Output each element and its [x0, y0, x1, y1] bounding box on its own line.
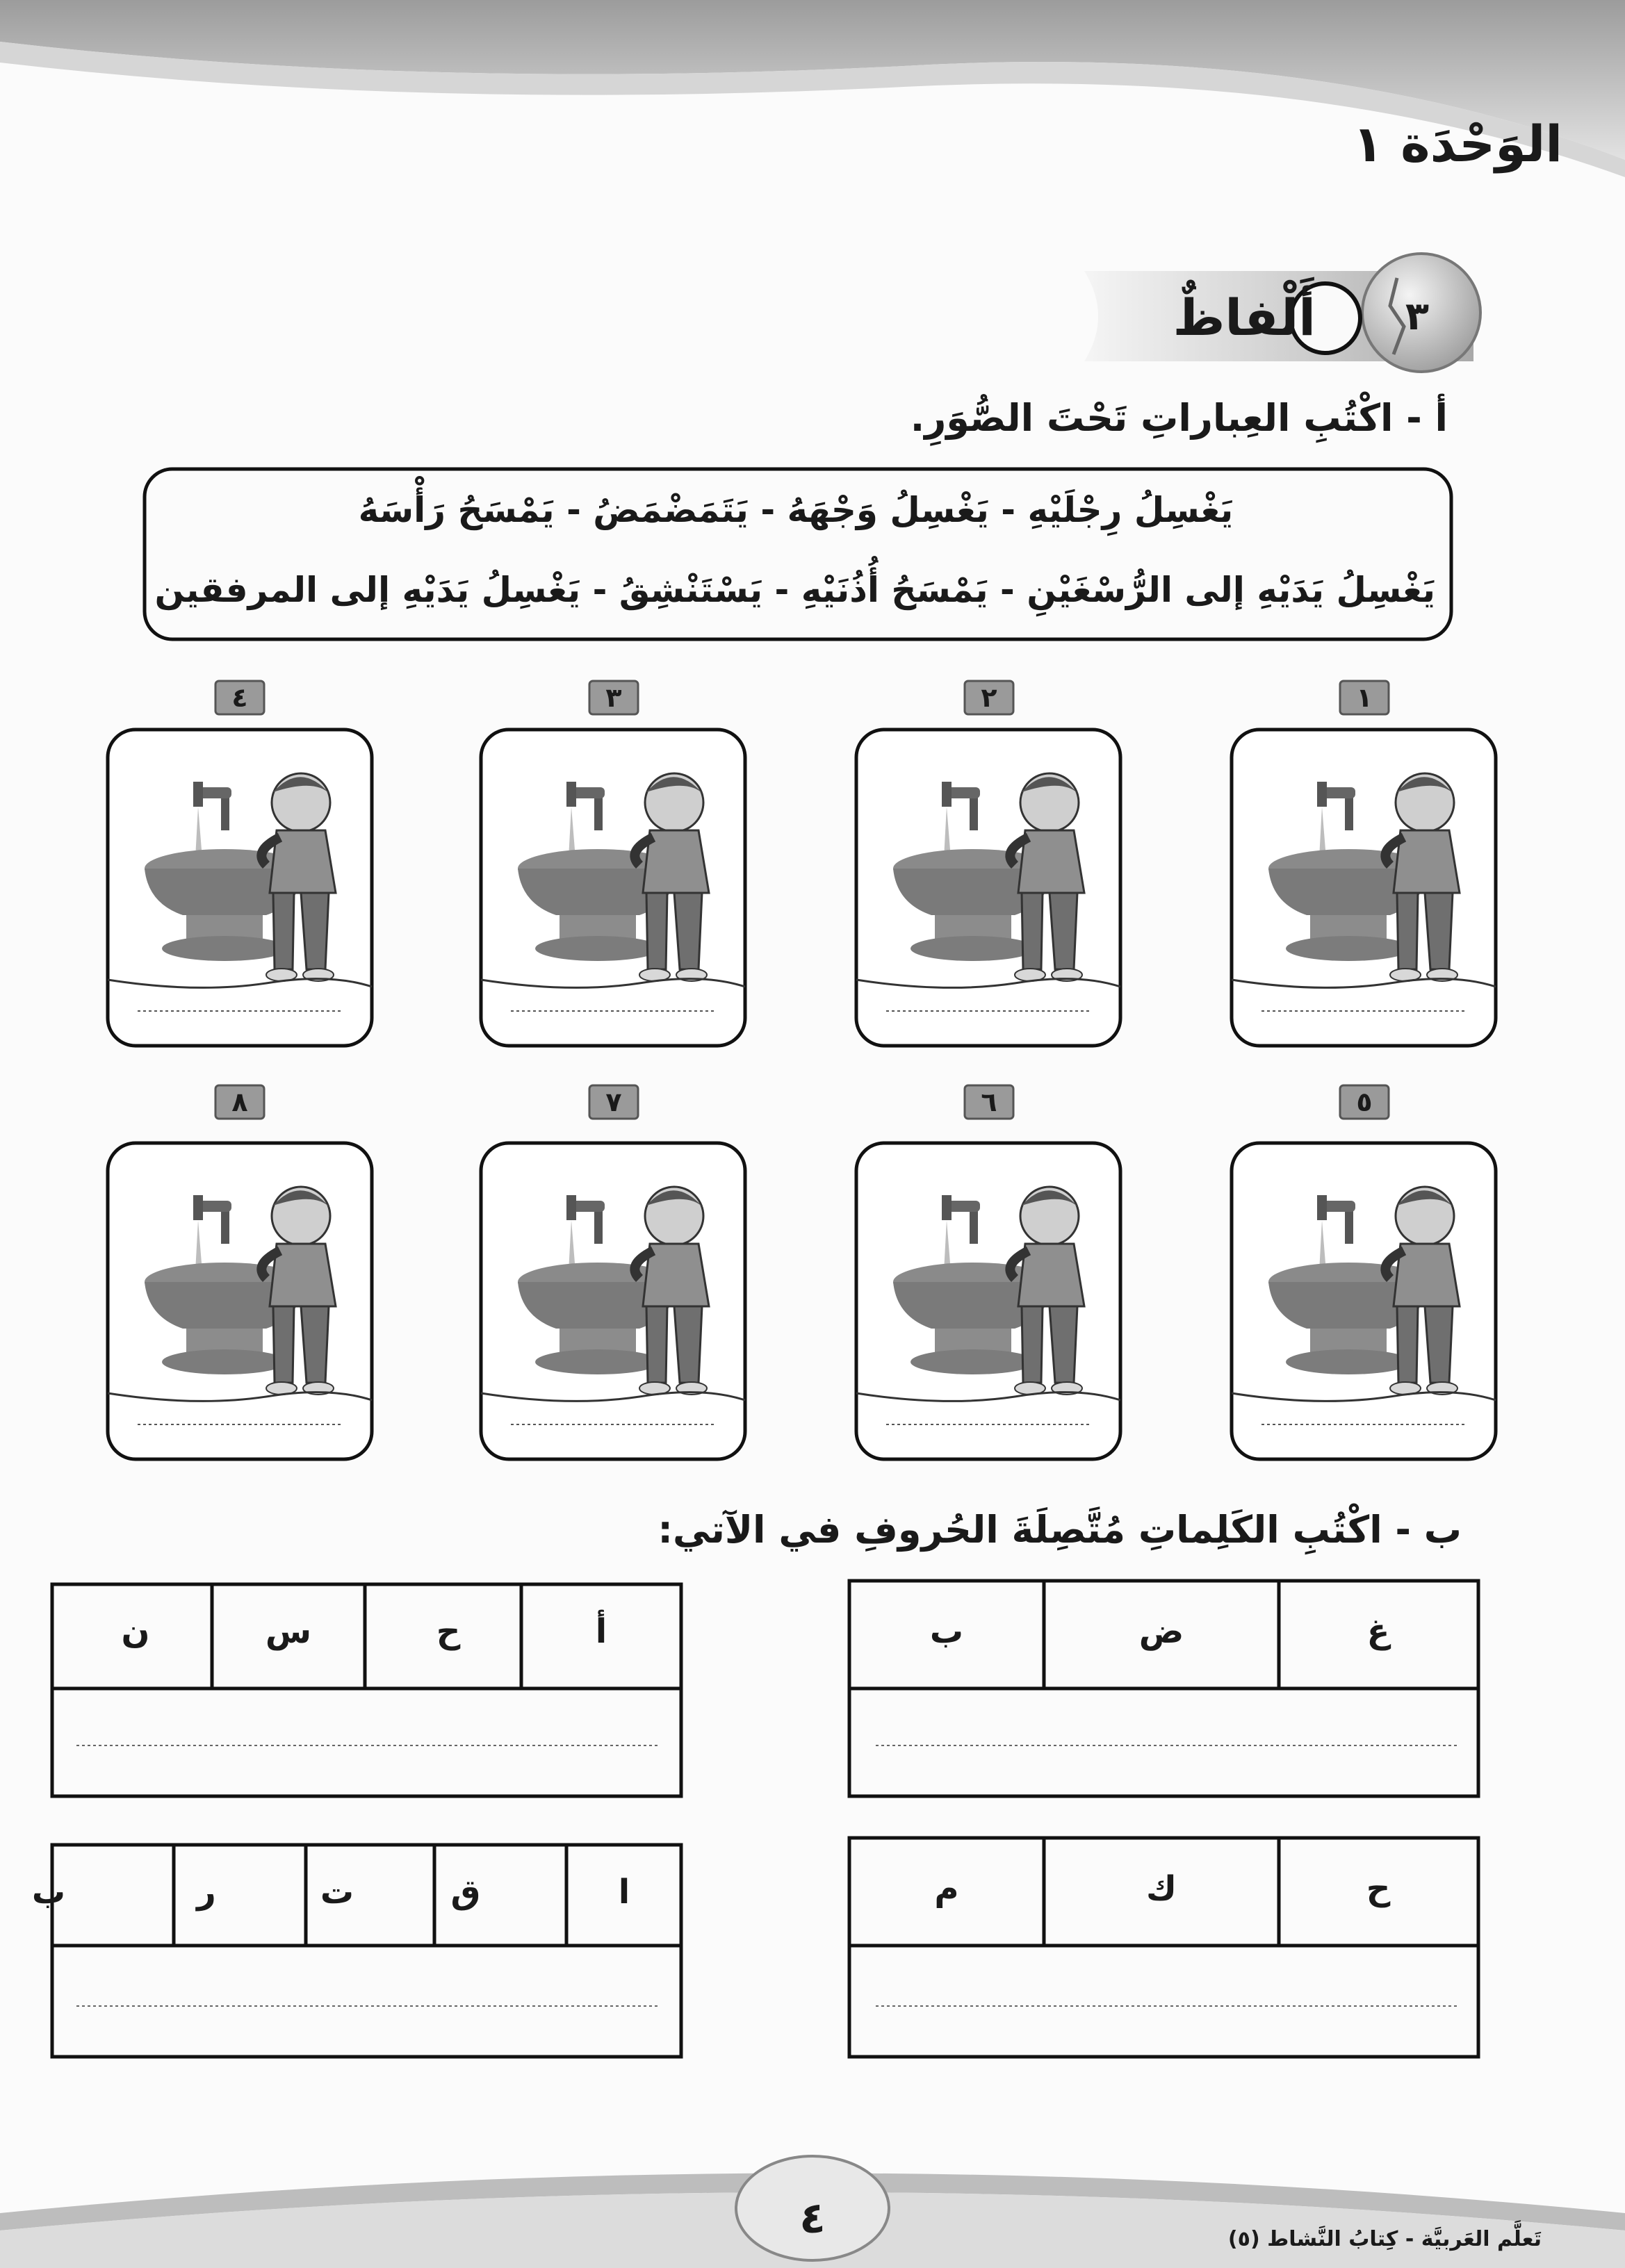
instruction-b: ب - اكْتُبِ الكَلِماتِ مُتَّصِلَةَ الحُروفِ في الآتي: — [658, 1508, 1462, 1552]
picture-number-3: ٣ — [605, 682, 622, 713]
unit-title: الوَحْدَة ١ — [1353, 115, 1562, 173]
letter-cell: ك — [1146, 1869, 1177, 1908]
section-number: ٣ — [1405, 294, 1429, 339]
letter-cell: أ — [595, 1612, 607, 1651]
letter-cell: ن — [121, 1612, 150, 1651]
letter-cell: س — [265, 1612, 312, 1651]
footer-book-title: تَعلَّم العَربيَّة - كِتابُ النَّشاط (٥) — [1227, 2227, 1542, 2251]
letter-cell: ب — [31, 1873, 66, 1912]
picture-number-4: ٤ — [231, 682, 248, 713]
letter-cell: غ — [1366, 1612, 1390, 1651]
section-title: أَلْفاظٌ — [1173, 288, 1316, 347]
letter-cell: ا — [618, 1873, 630, 1912]
picture-number-7: ٧ — [605, 1087, 622, 1117]
instruction-a: أ - اكْتُبِ العِباراتِ تَحْتَ الصُّوَرِ. — [910, 396, 1448, 440]
letter-cell: ت — [320, 1873, 354, 1912]
picture-number-5: ٥ — [1356, 1087, 1373, 1117]
letter-cell: ب — [929, 1612, 964, 1651]
picture-number-8: ٨ — [231, 1087, 248, 1117]
letter-cell: ح — [436, 1612, 461, 1651]
page-number: ٤ — [799, 2192, 826, 2243]
picture-number-2: ٢ — [981, 682, 997, 713]
letter-cell: ح — [1366, 1869, 1391, 1908]
word-bank-row-1: يَغْسِلُ رِجْلَيْهِ - يَغْسِلُ وَجْهَهُ - يَتَمَضْمَضُ - يَمْسَحُ رَأْسَهُ — [358, 490, 1234, 530]
picture-number-6: ٦ — [981, 1087, 997, 1117]
letter-cell: ض — [1138, 1612, 1184, 1651]
word-bank-row-2: يَغْسِلُ يَدَيْهِ إلى الرُّسْغَيْنِ - يَمْسَحُ أُذُنَيْهِ - يَسْتَنْشِقُ - يَغْسِلُ يَدَيْهِ إلى المرفقين — [154, 570, 1435, 610]
letter-cell: ق — [450, 1873, 481, 1912]
letter-cell: م — [934, 1869, 959, 1908]
letter-cell: ر — [197, 1873, 216, 1912]
picture-number-1: ١ — [1356, 682, 1373, 713]
